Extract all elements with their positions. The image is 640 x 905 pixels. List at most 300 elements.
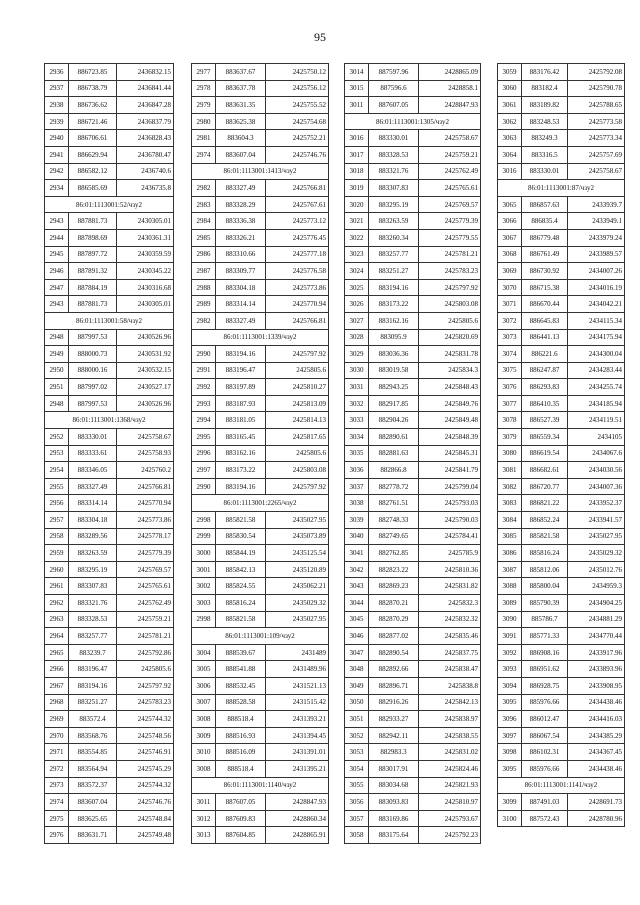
y-coordinate-cell: 2431391.01 — [266, 744, 329, 761]
table-row — [498, 213, 625, 230]
table-row — [192, 545, 329, 562]
x-coordinate-cell: 885816.24 — [216, 595, 266, 612]
table-row — [345, 163, 481, 180]
point-number-cell: 3099 — [498, 794, 522, 811]
table-row — [192, 578, 329, 595]
table-row — [498, 312, 625, 329]
table-row — [498, 462, 625, 479]
x-coordinate-cell: 883249.3 — [522, 130, 568, 147]
y-coordinate-cell: 2425832.3 — [419, 595, 481, 612]
y-coordinate-cell: 2431521.13 — [266, 677, 329, 694]
x-coordinate-cell: 883572.37 — [69, 777, 117, 794]
x-coordinate-cell: 885821.58 — [522, 528, 568, 545]
point-number-cell: 2977 — [192, 64, 216, 81]
y-coordinate-cell: 2436837.79 — [117, 113, 174, 130]
point-number-cell: 3017 — [345, 146, 369, 163]
y-coordinate-cell: 2425781.21 — [117, 628, 174, 645]
y-coordinate-cell: 2425748.56 — [117, 727, 174, 744]
x-coordinate-cell: 883321.76 — [369, 163, 419, 180]
point-number-cell: 3008 — [192, 711, 216, 728]
point-number-cell: 2974 — [45, 794, 69, 811]
y-coordinate-cell: 2430316.68 — [117, 279, 174, 296]
x-coordinate-cell: 888528.58 — [216, 694, 266, 711]
y-coordinate-cell: 2434115.34 — [568, 312, 625, 329]
x-coordinate-cell: 887898.69 — [69, 229, 117, 246]
y-coordinate-cell: 2425817.65 — [266, 429, 329, 446]
y-coordinate-cell: 2425805.6 — [266, 445, 329, 462]
table-row — [345, 777, 481, 794]
y-coordinate-cell: 2434438.46 — [568, 694, 625, 711]
y-coordinate-cell: 2434067.6 — [568, 445, 625, 462]
point-number-cell: 3095 — [498, 694, 522, 711]
table-row — [498, 395, 625, 412]
x-coordinate-cell: 883326.21 — [216, 229, 266, 246]
y-coordinate-cell: 2425784.41 — [419, 528, 481, 545]
point-number-cell: 2972 — [45, 760, 69, 777]
point-number-cell: 3033 — [345, 412, 369, 429]
table-row — [192, 263, 329, 280]
point-number-cell: 2945 — [45, 246, 69, 263]
x-coordinate-cell: 883346.05 — [69, 462, 117, 479]
y-coordinate-cell: 2425792.86 — [117, 644, 174, 661]
table-row — [192, 727, 329, 744]
table-row — [498, 429, 625, 446]
y-coordinate-cell: 2425776.45 — [266, 229, 329, 246]
table-row — [45, 296, 174, 313]
point-number-cell: 2999 — [192, 528, 216, 545]
point-number-cell: 2938 — [45, 97, 69, 114]
x-coordinate-cell: 883017.91 — [369, 760, 419, 777]
table-row — [192, 810, 329, 827]
parcel-header-row — [192, 777, 329, 794]
table-row — [345, 677, 481, 694]
y-coordinate-cell: 2433941.57 — [568, 512, 625, 529]
table-row — [498, 694, 625, 711]
table-row — [345, 64, 481, 81]
point-number-cell: 3038 — [345, 495, 369, 512]
point-number-cell: 3081 — [498, 462, 522, 479]
y-coordinate-cell: 2434367.45 — [568, 744, 625, 761]
point-number-cell: 3016 — [345, 130, 369, 147]
point-number-cell: 2954 — [45, 462, 69, 479]
point-number-cell: 2936 — [45, 64, 69, 81]
table-row — [345, 512, 481, 529]
x-coordinate-cell: 883197.89 — [216, 379, 266, 396]
point-number-cell: 2963 — [45, 611, 69, 628]
y-coordinate-cell: 2433917.96 — [568, 644, 625, 661]
x-coordinate-cell: 882890.54 — [369, 644, 419, 661]
x-coordinate-cell: 886629.94 — [69, 146, 117, 163]
y-coordinate-cell: 2425838.47 — [419, 661, 481, 678]
table-row — [498, 329, 625, 346]
point-number-cell: 2956 — [45, 495, 69, 512]
point-number-cell: 3018 — [345, 163, 369, 180]
table-row — [345, 196, 481, 213]
point-number-cell: 2964 — [45, 628, 69, 645]
x-coordinate-cell: 886715.38 — [522, 279, 568, 296]
y-coordinate-cell: 2425770.94 — [117, 495, 174, 512]
point-number-cell: 3004 — [192, 644, 216, 661]
point-number-cell: 3083 — [498, 495, 522, 512]
point-number-cell: 2959 — [45, 545, 69, 562]
point-number-cell: 2976 — [45, 827, 69, 844]
x-coordinate-cell: 882983.3 — [369, 744, 419, 761]
y-coordinate-cell: 2425777.18 — [266, 246, 329, 263]
point-number-cell: 2979 — [192, 97, 216, 114]
y-coordinate-cell: 2428780.96 — [568, 810, 625, 827]
y-coordinate-cell: 2425805.6 — [419, 312, 481, 329]
x-coordinate-cell: 887881.73 — [69, 213, 117, 230]
y-coordinate-cell: 2425779.55 — [419, 229, 481, 246]
x-coordinate-cell: 882890.61 — [369, 429, 419, 446]
table-row — [45, 495, 174, 512]
x-coordinate-cell: 886951.62 — [522, 661, 568, 678]
table-row — [45, 578, 174, 595]
x-coordinate-cell: 888518.4 — [216, 760, 266, 777]
table-row — [192, 478, 329, 495]
point-number-cell: 3084 — [498, 512, 522, 529]
x-coordinate-cell: 883196.47 — [216, 362, 266, 379]
table-row — [192, 561, 329, 578]
parcel-header-row — [45, 312, 174, 329]
table-row — [345, 296, 481, 313]
table-row — [45, 827, 174, 844]
x-coordinate-cell: 887884.19 — [69, 279, 117, 296]
y-coordinate-cell: 2425841.79 — [419, 462, 481, 479]
point-number-cell: 3021 — [345, 213, 369, 230]
y-coordinate-cell: 2428691.73 — [568, 794, 625, 811]
point-number-cell: 2957 — [45, 512, 69, 529]
point-number-cell: 2939 — [45, 113, 69, 130]
x-coordinate-cell: 885976.66 — [522, 694, 568, 711]
table-row — [345, 395, 481, 412]
y-coordinate-cell: 2425765.61 — [419, 180, 481, 197]
table-row — [345, 760, 481, 777]
table-row — [345, 628, 481, 645]
parcel-number: 86:01:1113001:1413/чзу2 — [192, 163, 329, 180]
y-coordinate-cell: 2434881.29 — [568, 611, 625, 628]
table-row — [192, 379, 329, 396]
x-coordinate-cell: 887609.83 — [216, 810, 266, 827]
table-row — [498, 229, 625, 246]
x-coordinate-cell: 886738.79 — [69, 80, 117, 97]
y-coordinate-cell: 2428865.91 — [266, 827, 329, 844]
point-number-cell: 3024 — [345, 263, 369, 280]
parcel-number: 86:01:1113001:1339/чзу2 — [192, 329, 329, 346]
y-coordinate-cell: 2431489 — [266, 644, 329, 661]
y-coordinate-cell: 2433939.7 — [568, 196, 625, 213]
x-coordinate-cell: 886852.24 — [522, 512, 568, 529]
x-coordinate-cell: 883304.18 — [216, 279, 266, 296]
point-number-cell: 2975 — [45, 810, 69, 827]
table-row — [192, 760, 329, 777]
table-row — [192, 64, 329, 81]
table-row — [498, 196, 625, 213]
table-row — [498, 412, 625, 429]
parcel-header-row — [498, 180, 625, 197]
y-coordinate-cell: 2434042.21 — [568, 296, 625, 313]
y-coordinate-cell: 2425773.86 — [117, 512, 174, 529]
point-number-cell: 2996 — [192, 445, 216, 462]
y-coordinate-cell: 2435029.32 — [266, 595, 329, 612]
y-coordinate-cell: 2425755.52 — [266, 97, 329, 114]
y-coordinate-cell: 2425783.23 — [419, 263, 481, 280]
table-row — [345, 727, 481, 744]
point-number-cell: 2971 — [45, 744, 69, 761]
table-row — [498, 296, 625, 313]
x-coordinate-cell: 883328.29 — [216, 196, 266, 213]
y-coordinate-cell: 2436828.43 — [117, 130, 174, 147]
x-coordinate-cell: 882762.85 — [369, 545, 419, 562]
table-row — [192, 279, 329, 296]
y-coordinate-cell: 2431395.21 — [266, 760, 329, 777]
point-number-cell: 3022 — [345, 229, 369, 246]
table-row — [192, 395, 329, 412]
table-row — [45, 760, 174, 777]
x-coordinate-cell: 883289.56 — [69, 528, 117, 545]
table-row — [345, 97, 481, 114]
x-coordinate-cell: 883175.64 — [369, 827, 419, 844]
point-number-cell: 2944 — [45, 229, 69, 246]
table-row — [192, 429, 329, 446]
point-number-cell: 3002 — [192, 578, 216, 595]
y-coordinate-cell: 2425793.67 — [419, 810, 481, 827]
point-number-cell: 2952 — [45, 429, 69, 446]
x-coordinate-cell: 887607.05 — [369, 97, 419, 114]
x-coordinate-cell: 886619.54 — [522, 445, 568, 462]
table-row — [192, 130, 329, 147]
x-coordinate-cell: 883260.34 — [369, 229, 419, 246]
table-row — [345, 561, 481, 578]
point-number-cell: 3089 — [498, 595, 522, 612]
x-coordinate-cell: 885842.13 — [216, 561, 266, 578]
y-coordinate-cell: 2425838.97 — [419, 711, 481, 728]
y-coordinate-cell: 2430526.96 — [117, 395, 174, 412]
y-coordinate-cell: 2434175.94 — [568, 329, 625, 346]
x-coordinate-cell: 883036.36 — [369, 346, 419, 363]
x-coordinate-cell: 883309.77 — [216, 263, 266, 280]
y-coordinate-cell: 2425832.32 — [419, 611, 481, 628]
y-coordinate-cell: 2430361.31 — [117, 229, 174, 246]
point-number-cell: 3028 — [345, 329, 369, 346]
x-coordinate-cell: 886928.75 — [522, 677, 568, 694]
point-number-cell: 3032 — [345, 395, 369, 412]
x-coordinate-cell: 885830.54 — [216, 528, 266, 545]
parcel-number: 86:01:1113001:52/чзу2 — [45, 196, 174, 213]
point-number-cell: 3026 — [345, 296, 369, 313]
x-coordinate-cell: 883169.86 — [369, 810, 419, 827]
table-row — [345, 611, 481, 628]
point-number-cell: 3019 — [345, 180, 369, 197]
y-coordinate-cell: 2425842.13 — [419, 694, 481, 711]
x-coordinate-cell: 887596.6 — [369, 80, 419, 97]
table-row — [498, 810, 625, 827]
x-coordinate-cell: 882877.02 — [369, 628, 419, 645]
x-coordinate-cell: 882778.72 — [369, 478, 419, 495]
table-row — [45, 213, 174, 230]
table-row — [45, 246, 174, 263]
table-row — [45, 661, 174, 678]
x-coordinate-cell: 883095.9 — [369, 329, 419, 346]
table-row — [345, 329, 481, 346]
y-coordinate-cell: 2425834.3 — [419, 362, 481, 379]
point-number-cell: 2948 — [45, 329, 69, 346]
point-number-cell: 2990 — [192, 478, 216, 495]
table-row — [498, 495, 625, 512]
y-coordinate-cell: 2425797.92 — [117, 677, 174, 694]
y-coordinate-cell: 2425776.58 — [266, 263, 329, 280]
x-coordinate-cell: 883176.42 — [522, 64, 568, 81]
x-coordinate-cell: 885800.04 — [522, 578, 568, 595]
y-coordinate-cell: 2425759.21 — [117, 611, 174, 628]
table-row — [192, 694, 329, 711]
table-row — [345, 229, 481, 246]
x-coordinate-cell: 883637.67 — [216, 64, 266, 81]
point-number-cell: 3064 — [498, 146, 522, 163]
y-coordinate-cell: 2430345.22 — [117, 263, 174, 280]
table-row — [192, 97, 329, 114]
x-coordinate-cell: 885821.58 — [216, 512, 266, 529]
x-coordinate-cell: 883327.49 — [69, 478, 117, 495]
table-row — [45, 263, 174, 280]
x-coordinate-cell: 883257.77 — [69, 628, 117, 645]
point-number-cell: 3066 — [498, 213, 522, 230]
parcel-number: 86:01:1113001:58/чзу2 — [45, 312, 174, 329]
x-coordinate-cell: 883173.22 — [216, 462, 266, 479]
table-row — [345, 445, 481, 462]
table-row — [192, 644, 329, 661]
x-coordinate-cell: 883194.16 — [69, 677, 117, 694]
y-coordinate-cell: 2434283.44 — [568, 362, 625, 379]
table-row — [192, 346, 329, 363]
y-coordinate-cell: 2425744.32 — [117, 711, 174, 728]
table-row — [45, 113, 174, 130]
y-coordinate-cell: 2425805.6 — [117, 661, 174, 678]
x-coordinate-cell: 883314.14 — [216, 296, 266, 313]
y-coordinate-cell: 2428847.93 — [266, 794, 329, 811]
table-row — [345, 429, 481, 446]
x-coordinate-cell: 883328.53 — [369, 146, 419, 163]
table-row — [345, 711, 481, 728]
y-coordinate-cell: 2425766.81 — [117, 478, 174, 495]
x-coordinate-cell: 882917.85 — [369, 395, 419, 412]
point-number-cell: 3060 — [498, 80, 522, 97]
table-row — [45, 64, 174, 81]
point-number-cell: 3003 — [192, 595, 216, 612]
y-coordinate-cell: 2425810.36 — [419, 561, 481, 578]
point-number-cell: 2982 — [192, 180, 216, 197]
y-coordinate-cell: 2425770.94 — [266, 296, 329, 313]
x-coordinate-cell: 883564.94 — [69, 760, 117, 777]
table-row — [192, 528, 329, 545]
x-coordinate-cell: 883194.16 — [216, 478, 266, 495]
point-number-cell: 3096 — [498, 711, 522, 728]
point-number-cell: 3031 — [345, 379, 369, 396]
table-row — [345, 495, 481, 512]
table-row — [498, 628, 625, 645]
x-coordinate-cell: 883248.53 — [522, 113, 568, 130]
point-number-cell: 3077 — [498, 395, 522, 412]
point-number-cell: 2978 — [192, 80, 216, 97]
table-row — [45, 429, 174, 446]
table-row — [345, 528, 481, 545]
table-row — [192, 462, 329, 479]
y-coordinate-cell: 2425835.46 — [419, 628, 481, 645]
y-coordinate-cell: 2425773.58 — [568, 113, 625, 130]
point-number-cell: 2991 — [192, 362, 216, 379]
point-number-cell: 3059 — [498, 64, 522, 81]
y-coordinate-cell: 2435027.95 — [266, 611, 329, 628]
point-number-cell: 3011 — [345, 97, 369, 114]
x-coordinate-cell: 883181.05 — [216, 412, 266, 429]
point-number-cell: 3007 — [192, 694, 216, 711]
x-coordinate-cell: 883263.59 — [369, 213, 419, 230]
x-coordinate-cell: 886527.39 — [522, 412, 568, 429]
table-row — [45, 362, 174, 379]
table-row — [498, 677, 625, 694]
y-coordinate-cell: 2425749.48 — [117, 827, 174, 844]
x-coordinate-cell: 883321.76 — [69, 595, 117, 612]
y-coordinate-cell: 2434007.36 — [568, 478, 625, 495]
point-number-cell: 3070 — [498, 279, 522, 296]
table-row — [192, 213, 329, 230]
point-number-cell: 3087 — [498, 561, 522, 578]
table-row — [192, 794, 329, 811]
table-row — [45, 727, 174, 744]
point-number-cell: 2984 — [192, 213, 216, 230]
y-coordinate-cell: 2431394.45 — [266, 727, 329, 744]
table-row — [192, 661, 329, 678]
point-number-cell: 3025 — [345, 279, 369, 296]
point-number-cell: 3057 — [345, 810, 369, 827]
table-row — [498, 279, 625, 296]
point-number-cell: 3023 — [345, 246, 369, 263]
table-row — [498, 512, 625, 529]
table-row — [498, 113, 625, 130]
y-coordinate-cell: 2425831.02 — [419, 744, 481, 761]
table-row — [498, 362, 625, 379]
x-coordinate-cell: 885816.24 — [522, 545, 568, 562]
table-row — [345, 794, 481, 811]
x-coordinate-cell: 886835.4 — [522, 213, 568, 230]
table-row — [192, 312, 329, 329]
point-number-cell: 2937 — [45, 80, 69, 97]
point-number-cell: 3044 — [345, 595, 369, 612]
table-row — [345, 279, 481, 296]
point-number-cell: 3068 — [498, 246, 522, 263]
table-row — [345, 312, 481, 329]
parcel-header-row — [345, 113, 481, 130]
y-coordinate-cell: 2425744.32 — [117, 777, 174, 794]
y-coordinate-cell: 2425793.03 — [419, 495, 481, 512]
point-number-cell: 2948 — [45, 395, 69, 412]
y-coordinate-cell: 2430526.96 — [117, 329, 174, 346]
point-number-cell: 2998 — [192, 611, 216, 628]
y-coordinate-cell: 2425779.39 — [419, 213, 481, 230]
y-coordinate-cell: 2431515.42 — [266, 694, 329, 711]
y-coordinate-cell: 2425848.39 — [419, 429, 481, 446]
x-coordinate-cell: 883637.78 — [216, 80, 266, 97]
y-coordinate-cell: 2425785.9 — [419, 545, 481, 562]
point-number-cell: 3000 — [192, 545, 216, 562]
x-coordinate-cell: 883304.18 — [69, 512, 117, 529]
point-number-cell: 3097 — [498, 727, 522, 744]
point-number-cell: 3043 — [345, 578, 369, 595]
table-row — [345, 694, 481, 711]
y-coordinate-cell: 2425838.8 — [419, 677, 481, 694]
y-coordinate-cell: 2434959.3 — [568, 578, 625, 595]
table-row — [498, 445, 625, 462]
